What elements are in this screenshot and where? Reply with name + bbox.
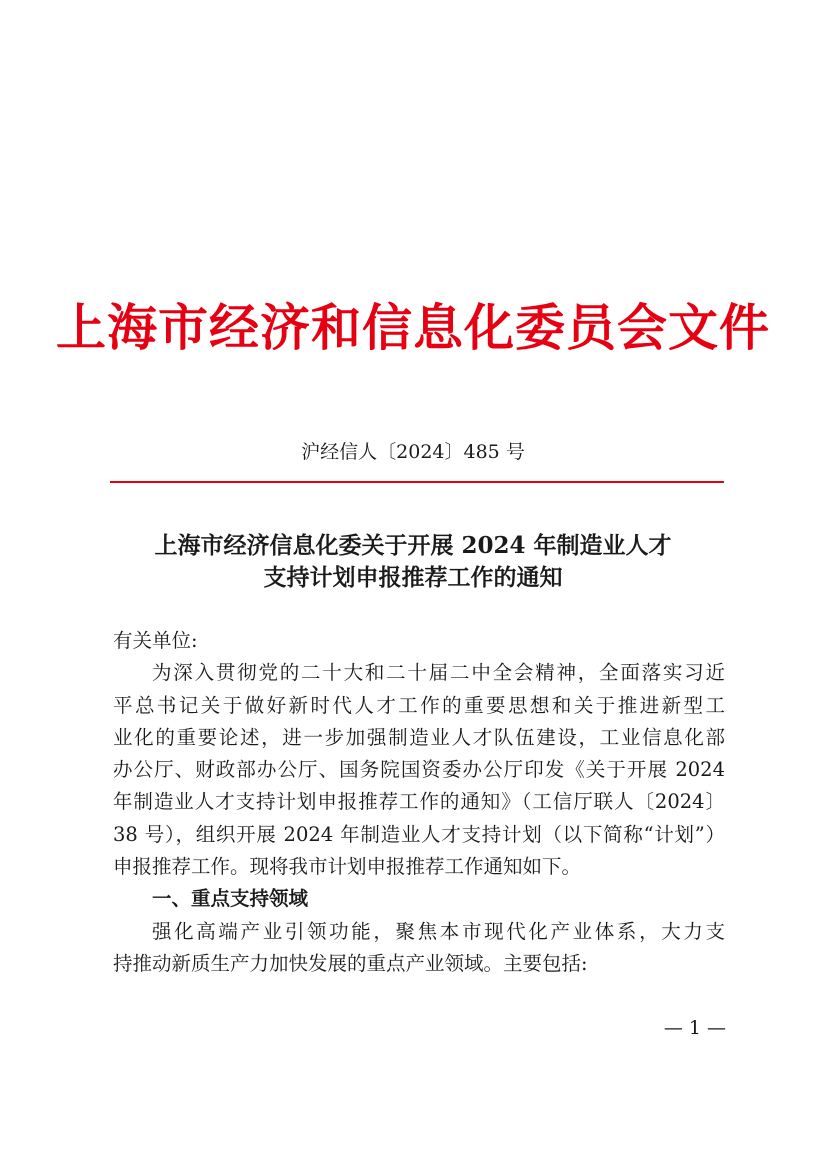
- paragraph-line: 持推动新质生产力加快发展的重点产业领域。主要包括:: [113, 951, 588, 975]
- notice-title-line: 支持计划申报推荐工作的通知: [263, 564, 563, 591]
- red-divider-line: [110, 481, 724, 483]
- document-body: [113, 625, 725, 980]
- paragraph-line: 平总书记关于做好新时代人才工作的重要思想和关于推进新型工: [113, 693, 725, 717]
- paragraph-line: 年制造业人才支持计划申报推荐工作的通知》（工信厅联人〔2024〕: [113, 790, 725, 814]
- document-number: 沪经信人〔2024〕485 号: [301, 441, 525, 463]
- paragraph-line: 办公厅、财政部办公厅、国务院国资委办公厅印发《关于开展 2024: [113, 758, 725, 782]
- page-number: — 1 —: [663, 1017, 726, 1039]
- paragraph-intro: [113, 657, 725, 883]
- salutation: 有关单位:: [113, 629, 198, 652]
- paragraph-focus-areas: [113, 916, 725, 981]
- paragraph-line: 申报推荐工作。现将我市计划申报推荐工作通知如下。: [113, 855, 582, 879]
- paragraph-line: 强化高端产业引领功能，聚焦本市现代化产业体系，大力支: [152, 919, 725, 943]
- paragraph-line: 为深入贯彻党的二十大和二十届二中全会精神，全面落实习近: [152, 661, 725, 685]
- section-heading: 一、重点支持领域: [152, 887, 309, 911]
- paragraph-line: 38 号），组织开展 2024 年制造业人才支持计划（以下简称“计划”）: [113, 822, 725, 846]
- masthead-title: 上海市经济和信息化委员会文件: [56, 298, 770, 357]
- notice-title: [0, 530, 826, 594]
- notice-title-line: 上海市经济信息化委关于开展 2024 年制造业人才: [154, 532, 672, 559]
- paragraph-line: 业化的重要论述，进一步加强制造业人才队伍建设，工业信息化部: [113, 725, 725, 749]
